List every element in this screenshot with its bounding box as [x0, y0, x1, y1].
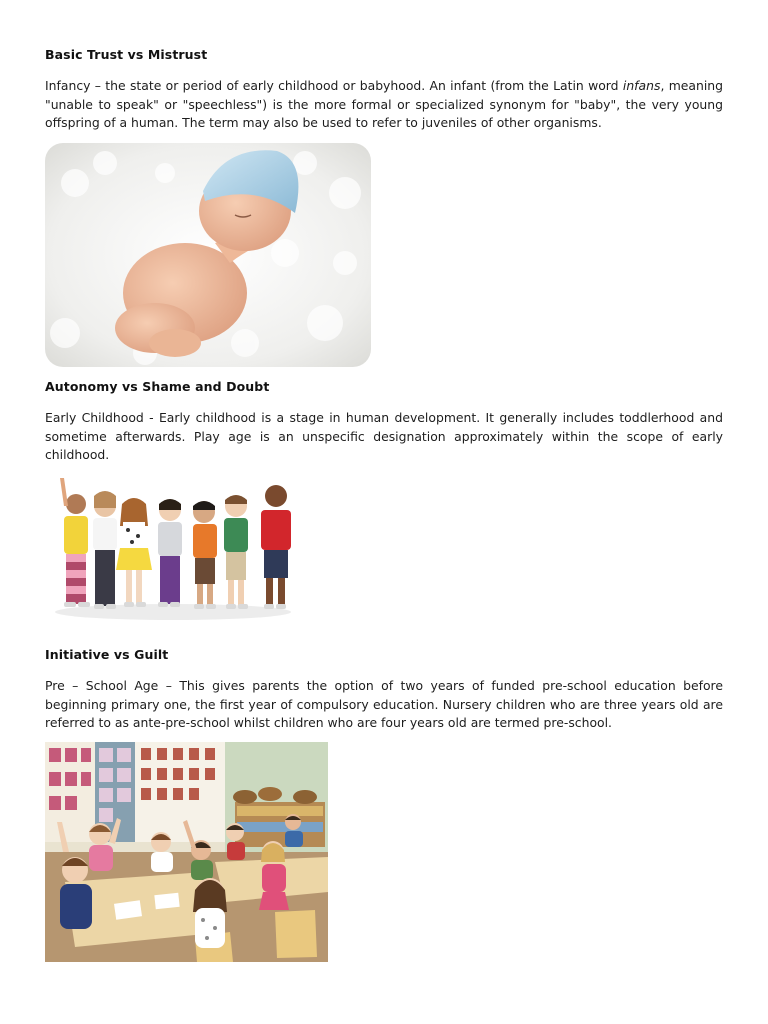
heading-initiative: Initiative vs Guilt: [45, 647, 169, 662]
paragraph-infancy-italic: infans: [622, 78, 661, 93]
paragraph-infancy: [45, 77, 723, 133]
heading-autonomy: Autonomy vs Shame and Doubt: [45, 379, 270, 394]
classroom-image: [45, 742, 328, 962]
paragraph-early-childhood: Early Childhood - Early childhood is a stage in human development. It generally includes toddlerhood and sometime afterwards. Play age is an unspecific designation approximately within the scope of early childhood.: [45, 410, 723, 462]
paragraph-preschool: Pre – School Age – This gives parents the option of two years of funded pre-school education before beginning primary one, the first year of compulsory education. Nursery children who are three years old are referred to as ante-pre-school whilst children who are four years old are termed pre-school.: [45, 678, 723, 730]
paragraph-infancy-part1: Infancy – the state or period of early childhood or babyhood. An infant (from the Latin word: [45, 78, 623, 93]
children-group-image: [48, 470, 298, 628]
paragraph-infancy-part2: , meaning "unable to speak" or "speechless") is the more formal or specialized synonym for "baby", the very young offspring of a human. The term may also be used to refer to juveniles of other organisms.: [45, 78, 723, 130]
heading-basic-trust: Basic Trust vs Mistrust: [45, 47, 208, 62]
sleeping-baby-image: [45, 143, 371, 367]
